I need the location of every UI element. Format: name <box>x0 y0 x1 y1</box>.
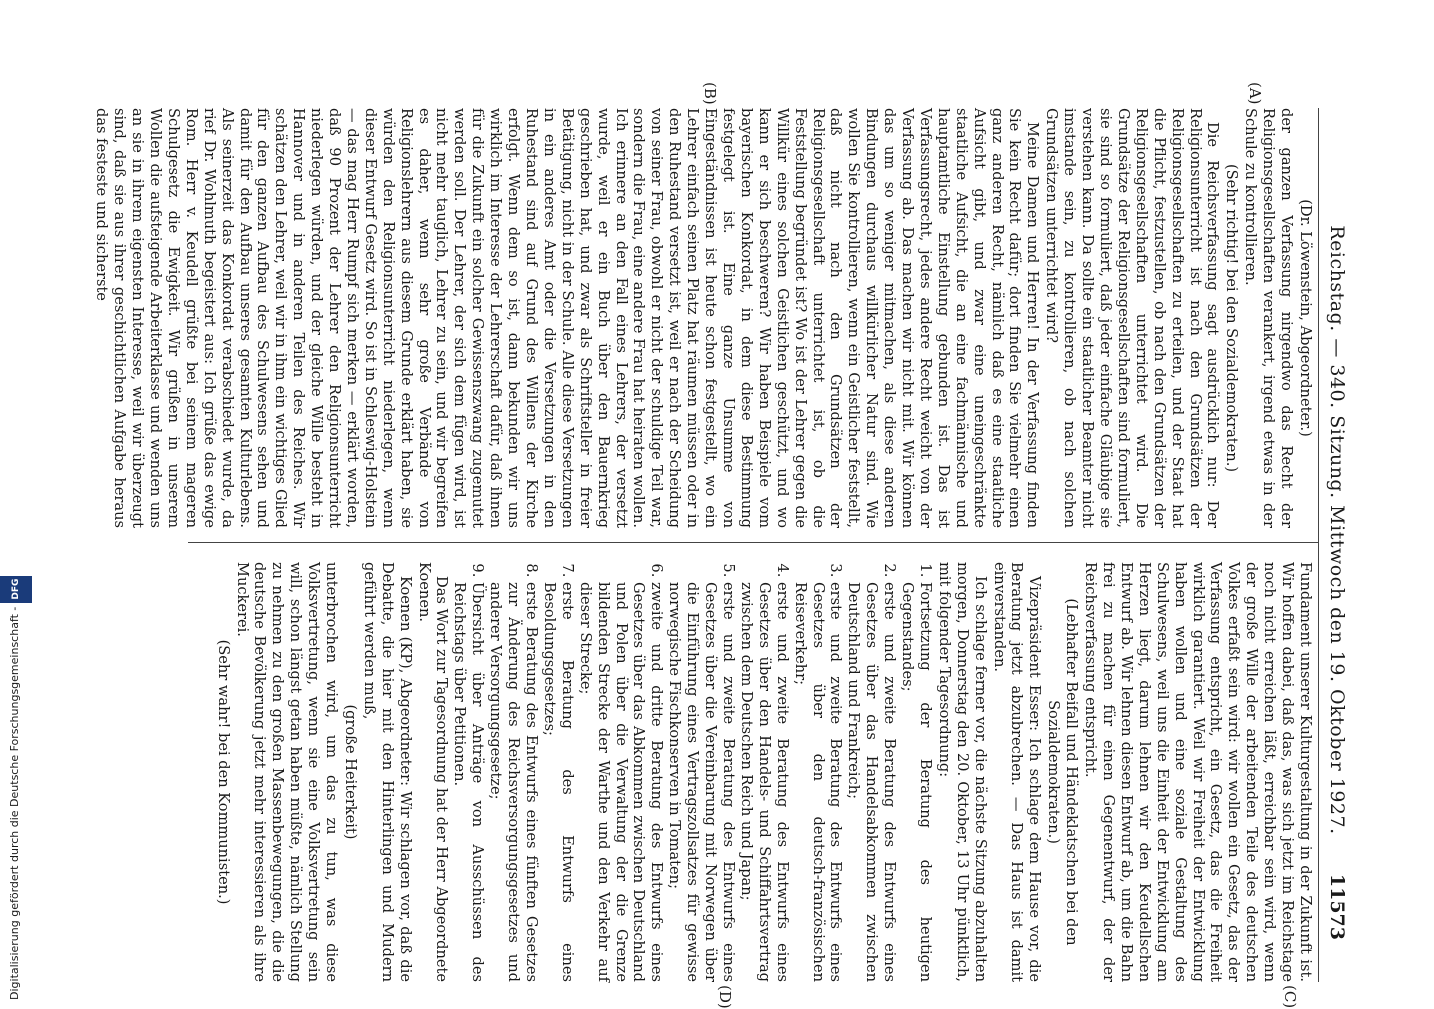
right-paragraph-3: Vizepräsident Esser: Ich schlage dem Hause vor, die Beratung jetzt abzubrechen. — Das Haus ist damit einverstanden. <box>990 562 1044 982</box>
page-number: 11573 <box>1326 873 1348 940</box>
agenda-item: 2. erste und zweite Beratung des Entwurfs eines Gesetzes über das Handelsabkommen zwischen Deutschland und Frankreich; <box>844 582 898 982</box>
right-column <box>213 562 1314 982</box>
agenda-item: 5. erste und zweite Beratung des Entwurfs eines Gesetzes über die Vereinbarung mit Norwegen über die Einführung eines Vertragszollsatzes für gewisse norwegische Fischkonserven in Tomaten; <box>665 582 737 982</box>
right-paragraph-8: unterbrochen wird, um das zu tun, was diese Volksvertretung, wenn sie eine Volksvertretung sein will, schon längst getan haben müßte, nämlich Stellung zu nehmen zu den großen Massenbewegungen, die die deutsche Bevölkerung jetzt mehr interessieren als ihre Muckerei. <box>233 562 341 982</box>
dfg-logo-icon: DFG <box>0 576 32 603</box>
header-title: Reichstag. — 340. Sitzung. Mittwoch den 19. Oktober 1927. <box>1326 225 1348 835</box>
agenda-item: 8. erste Beratung des Entwurfs eines fünften Gesetzes zur Änderung des Reichsversorgungsgesetzes und anderer Versorgungsgesetze; <box>486 582 540 982</box>
margin-mark-a: (A) <box>1246 82 1264 105</box>
agenda-item: 7. erste Beratung des Entwurfs eines Besoldungsgesetzes; <box>540 582 576 982</box>
left-paragraph-3: Die Reichsverfassung sagt ausdrücklich nur: Der Religionsunterricht ist nach den Grundsätzen der Religionsgesellschaften zu erteilen, und der Staat hat die Pflicht, festzustellen, ob nach den Grundsätzen der Religionsgesellschaften unterrichtet wird. Die Grundsätze der Religionsgesellschaften sind formuliert, sie sind so formuliert, daß jeder einfache Gläubige sie verstehen kann. Da sollte ein staatlicher Beamter nicht imstande sein, zu kontrollieren, ob nach solchen Grundsätzen unterrichtet wird? <box>1043 108 1222 528</box>
footer <box>0 0 30 1000</box>
right-paragraph-4: Ich schlage ferner vor, die nächste Sitzung abzuhalten morgen, Donnerstag den 20. Oktober, 13 Uhr pünktlich, mit folgender Tagesordnung: <box>935 562 989 982</box>
page-header <box>1318 120 1348 940</box>
speaker-line: (Dr. Löwenstein, Abgeordneter.) <box>1297 199 1314 437</box>
left-paragraph-1: der ganzen Verfassung nirgendwo das Recht der Religionsgesellschaften verankert, irgend etwas in der Schule zu kontrollieren. <box>1242 108 1296 528</box>
footer-credit: Digitalisierung gefördert durch die Deutsche Forschungsgemeinschaft - <box>8 606 21 1000</box>
left-interjection: (Sehr richtig! bei den Sozialdemokraten.) <box>1223 163 1241 473</box>
margin-mark-d: (D) <box>716 985 734 1009</box>
right-applause: (Lebhafter Beifall und Händeklatschen bei den Sozialdemokraten.) <box>1045 598 1081 946</box>
right-laughter: (große Heiterkeit) <box>341 704 359 840</box>
agenda-item: 6. zweite und dritte Beratung des Entwurfs eines Gesetzes über das Abkommen zwischen Deutschland und Polen über die Verwaltung der die Grenze bildenden Strecke der Warthe und den Verkehr auf dieser Strecke; <box>576 582 666 982</box>
right-interjection-end: (Sehr wahr! bei den Kommunisten.) <box>214 639 232 905</box>
right-paragraph-5: Das Wort zur Tagesordnung hat der Herr Abgeordnete Koenen. <box>415 562 451 982</box>
header-rule <box>1318 108 1319 982</box>
right-paragraph-1: Fundament unserer Kulturgestaltung in der Zukunft ist. Wir hoffen dabei, daß das, was sich jetzt im Reichstage noch nicht erreichen läßt, erreichbar sein wird, wenn der große Wille der arbeitenden Teile des deutschen Volkes erfaßt sein wird: wir wollen ein Gesetz, das der Verfassung entspricht, ein Gesetz, das die Freiheit wirklich garantiert. Weil wir Freiheit der Entwicklung haben wollen und eine soziale Gestaltung des Schulwesens, weil uns die Einheit der Entwicklung am Herzen liegt, darum lehnen wir den Keudellschen Entwurf ab. Wir lehnen diesen Entwurf ab, um die Bahn frei zu machen für einen Gegenentwurf, der der Reichsverfassung entspricht. <box>1082 562 1314 982</box>
margin-mark-c: (C) <box>1281 985 1299 1009</box>
left-paragraph-4: Meine Damen und Herren! In der Verfassung finden Sie kein Recht dafür; dort finden Sie vielmehr einen ganz anderen Recht, nämlich daß es eine staatliche Aufsicht gibt, und zwar eine uneingeschränkte staatliche Aufsicht, die an eine fachmännische und hauptamtliche Einstellung gebunden ist. Das ist Verfassungsrecht, jedes andere Recht weicht von der Verfassung ab. Das machen wir nicht mit. Wir können das um so weniger mitmachen, als diese anderen Bindungen durchaus willkürlicher Natur sind. Wie wollen Sie kontrollieren, wenn ein Geistlicher feststellt, daß nicht nach den Grundsätzen der Religionsgesellschaft unterrichtet ist, ob die Feststellung begründet ist? Wo ist der Lehrer gegen die Willkür eines solchen Geistlichen geschützt, und wo kann er sich beschweren? Wir haben Beispiele vom bayerischen Konkordat, in dem diese Bestimmung festgelegt ist. Eine ganze Unsumme von Eingeständnissen ist heute schon festgestellt, wo ein Lehrer einfach seinen Platz hat räumen müssen oder in den Ruhestand versetzt ist, weil er nach der Scheidung von seiner Frau, obwohl er nicht der schuldige Teil war, sondern die Frau, eine andere Frau hat heiraten wollen. Ich erinnere an den Fall eines Lehrers, der versetzt wurde, weil er ein Buch über den Bauernkrieg geschrieben hat, und zwar als Schriftsteller in freier Betätigung, nicht in der Schule. Alle diese Versetzungen in ein anderes Amt oder die Versetzungen in den Ruhestand sind auf Grund des Willens der Kirche erfolgt. Wenn dem so ist, dann bekunden wir uns wirklich im Interesse der Lehrerschaft dafür, daß ihnen für die Zukunft ein solcher Gewissenszwang zugemutet werden soll. Der Lehrer, der sich dem fügen wird, ist nicht mehr tauglich, Lehrer zu sein, und wir begreifen es daher, wenn sehr große Verbände von Religionslehrern aus diesem Grunde erklärt haben, sie würden den Religionsunterricht niederlegen, wenn dieser Entwurf Gesetz wird. So ist in Schleswig-Holstein — das mag Herr Rumpf sich merken — erklärt worden, daß 90 Prozent der Lehrer den Religionsunterricht niederlegen würden, und der gleiche Wille besteht in Hannover und in anderen Teilen des Reiches. Wir schätzen den Lehrer, weil wir in ihm ein wichtiges Glied für den ganzen Aufbau des Schulwesens sehen und damit für den Aufbau unseres gesamten Kulturlebens. Als seinerzeit das Konkordat verabschiedet wurde, da rief Dr. Wohlmuth begeistert aus: Ich grüße das ewige Rom. Herr v. Keudell grüßte bei seinem mageren Schulgesetz die Ewigkeit. Wir grüßen in unserem Wollen die aufsteigende Arbeiterklasse und wenden uns an sie in ihrem eigensten Interesse, weil wir überzeugt sind, daß sie aus ihrer geschichtlichen Aufgabe heraus das festeste und sicherste <box>93 108 1042 528</box>
agenda-item: 9. Übersicht über Anträge von Ausschüssen des Reichstags über Petitionen. <box>451 582 487 982</box>
agenda-item: 1. Fortsetzung der Beratung des heutigen Gegenstandes; <box>898 582 934 982</box>
margin-mark-b: (B) <box>701 82 719 105</box>
column-divider <box>188 542 1318 543</box>
agenda-item: 4. erste und zweite Beratung des Entwurfs eines Gesetzes über den Handels- und Schiffahrtsvertrag zwischen dem Deutschen Reich und Japan; <box>737 582 791 982</box>
agenda-list <box>451 562 934 982</box>
agenda-item: 3. erste und zweite Beratung des Entwurfs eines Gesetzes über den deutsch-französischen Reiseverkehr; <box>791 582 845 982</box>
left-column <box>91 108 1314 528</box>
right-paragraph-6: Koenen (KP), Abgeordneter: Wir schlagen vor, daß die Debatte, die hier mit den Hinterlingen und Mudern geführt werden muß, <box>360 562 414 982</box>
